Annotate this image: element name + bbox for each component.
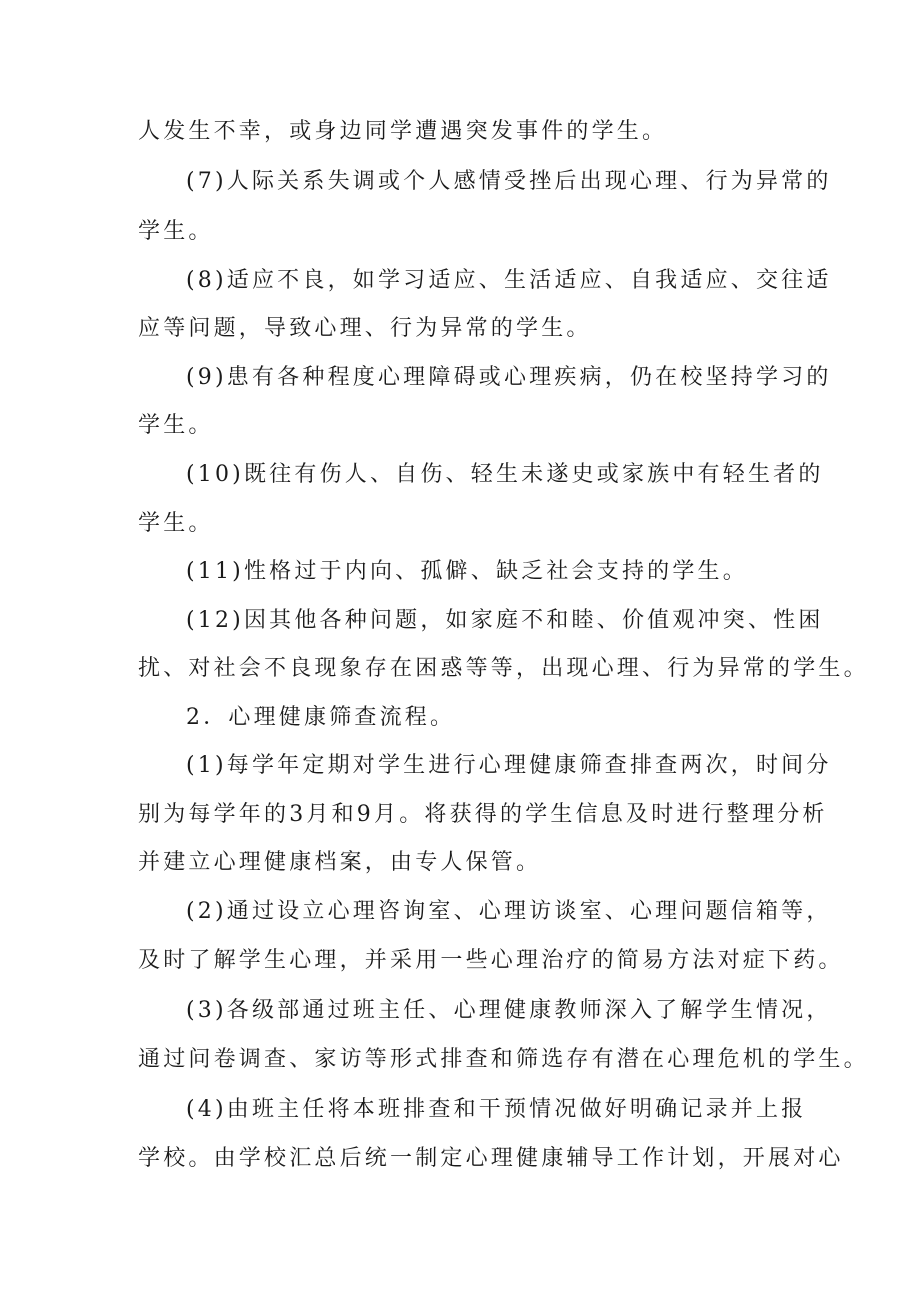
item-7-line-2: 学生。: [138, 219, 214, 244]
step-4-line-2: 学校。由学校汇总后统一制定心理健康辅导工作计划，开展对心: [138, 1146, 844, 1171]
step-2-line-1: (2)通过设立心理咨询室、心理访谈室、心理问题信箱等，: [186, 899, 832, 924]
item-10-line-2: 学生。: [138, 511, 214, 536]
step-1-line-1: (1)每学年定期对学生进行心理健康筛查排查两次，时间分: [186, 753, 832, 778]
step-2-line-2: 及时了解学生心理，并采用一些心理治疗的简易方法对症下药。: [138, 948, 844, 973]
step-1-line-2: 别为每学年的3月和9月。将获得的学生信息及时进行整理分析: [138, 802, 828, 827]
item-11-line-1: (11)性格过于内向、孤僻、缺乏社会支持的学生。: [186, 559, 748, 584]
item-9-line-1: (9)患有各种程度心理障碍或心理疾病，仍在校坚持学习的: [186, 365, 832, 390]
step-1-line-3: 并建立心理健康档案，由专人保管。: [138, 850, 542, 875]
step-4-line-1: (4)由班主任将本班排查和干预情况做好明确记录并上报: [186, 1097, 807, 1122]
step-3-line-2: 通过问卷调查、家访等形式排查和筛选存有潜在心理危机的学生。: [138, 1047, 869, 1072]
item-12-line-2: 扰、对社会不良现象存在困惑等等，出现心理、行为异常的学生。: [138, 656, 869, 681]
item-9-line-2: 学生。: [138, 413, 214, 438]
text-line: 人发生不幸，或身边同学遭遇突发事件的学生。: [138, 119, 668, 144]
item-10-line-1: (10)既往有伤人、自伤、轻生未遂史或家族中有轻生者的: [186, 462, 824, 487]
step-3-line-1: (3)各级部通过班主任、心理健康教师深入了解学生情况，: [186, 998, 832, 1023]
item-8-line-2: 应等问题，导致心理、行为异常的学生。: [138, 316, 592, 341]
section-heading: 2．心理健康筛查流程。: [186, 705, 456, 730]
item-8-line-1: (8)适应不良，如学习适应、生活适应、自我适应、交往适: [186, 268, 832, 293]
item-12-line-1: (12)因其他各种问题，如家庭不和睦、价值观冲突、性困: [186, 608, 824, 633]
item-7-line-1: (7)人际关系失调或个人感情受挫后出现心理、行为异常的: [186, 169, 832, 194]
